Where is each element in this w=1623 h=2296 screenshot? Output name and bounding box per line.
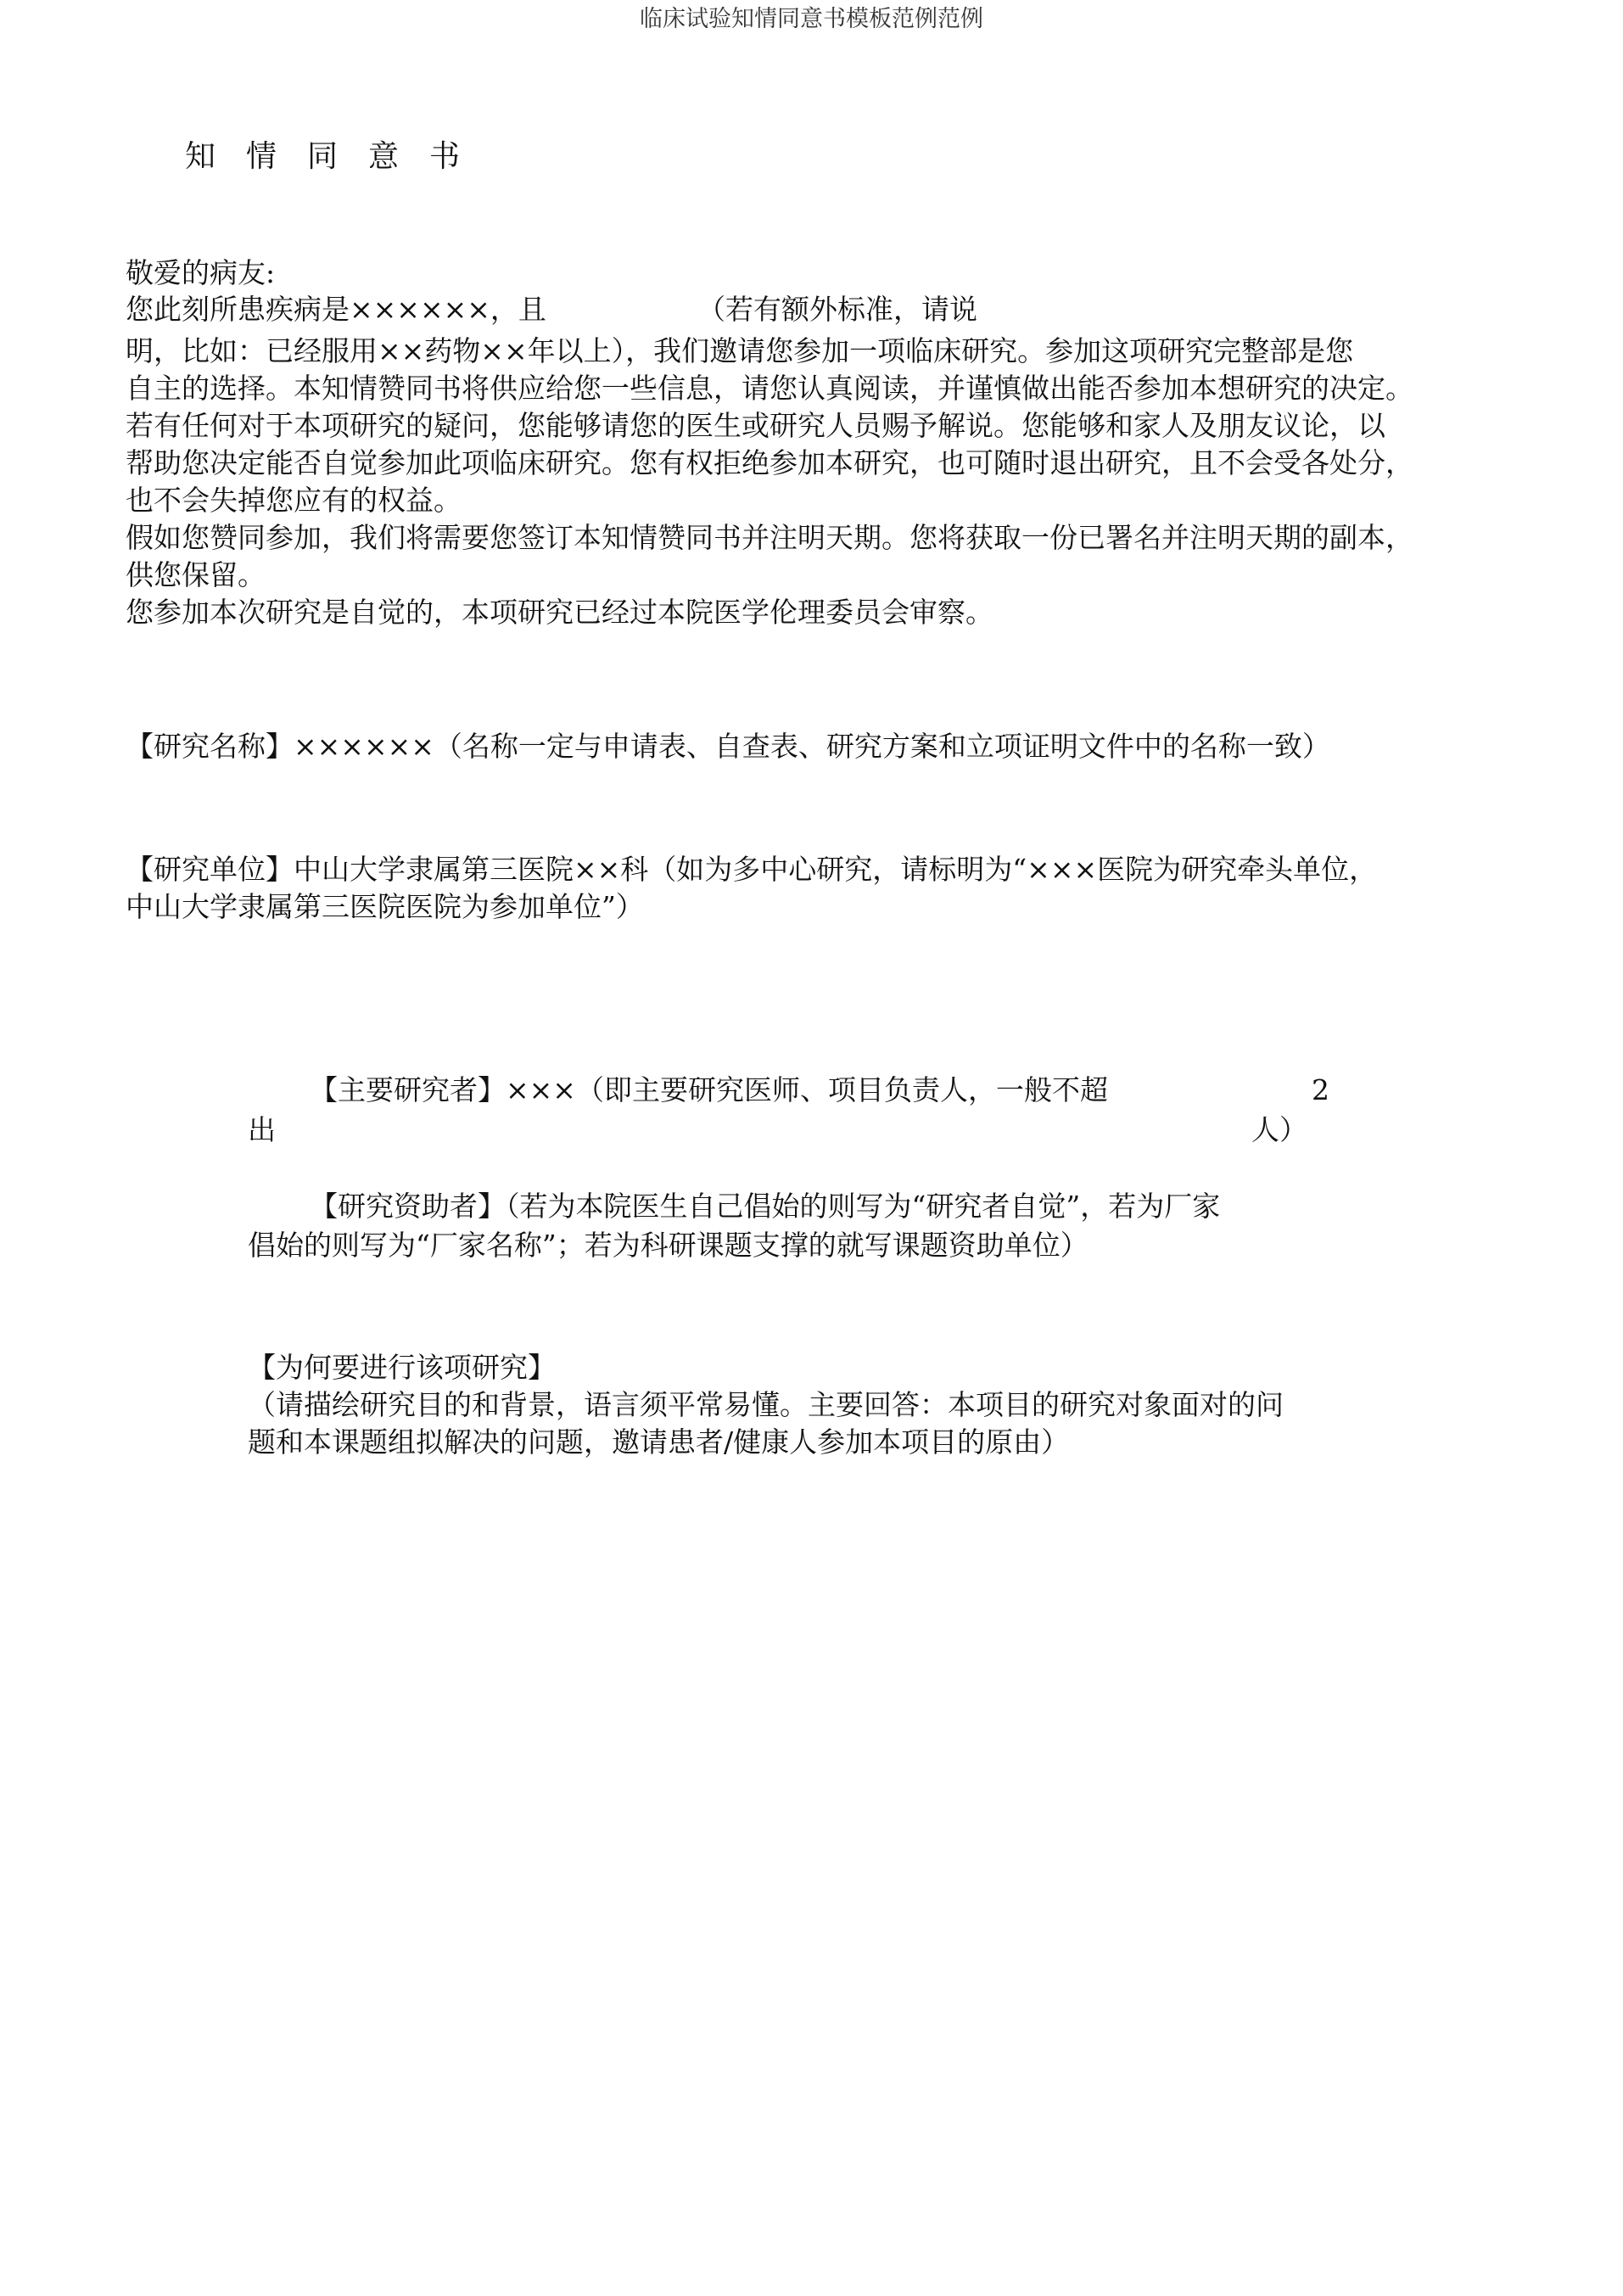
why-line-2: 题和本课题组拟解决的问题，邀请患者/健康人参加本项目的原由） [248, 1425, 1070, 1459]
page-header: 临床试验知情同意书模板范例范例 [640, 6, 983, 32]
intro-line-1b: （若有额外标准，请说 [697, 293, 977, 326]
pi-line-1: 【主要研究者】×××（即主要研究医师、项目负责人，一般不超 [310, 1073, 1108, 1106]
intro-line-5: 帮助您决定能否自觉参加此项临床研究。您有权拒绝参加本研究，也可随时退出研究，且不会受各处分， [126, 446, 1413, 479]
intro-line-2: 明，比如：已经服用××药物××年以上），我们邀请您参加一项临床研究。参加这项研究完整部是您 [126, 334, 1354, 367]
sponsor-line-1: 【研究资助者】（若为本院医生自己倡始的则写为“研究者自觉”，若为厂家 [310, 1190, 1221, 1223]
study-unit-line-1: 【研究单位】中山大学隶属第三医院××科（如为多中心研究，请标明为“×××医院为研究牵头单位， [126, 853, 1378, 886]
study-name: 【研究名称】××××××（名称一定与申请表、自查表、研究方案和立项证明文件中的名称一致） [126, 730, 1330, 763]
pi-count: 2 [1312, 1073, 1329, 1106]
why-line-1: （请描绘研究目的和背景，语言须平常易懂。主要回答：本项目的研究对象面对的问 [248, 1388, 1284, 1421]
study-unit-line-2: 中山大学隶属第三医院医院为参加单位”） [126, 890, 644, 923]
intro-line-7: 假如您赞同参加，我们将需要您签订本知情赞同书并注明天期。您将获取一份已署名并注明天期的副本， [126, 521, 1413, 554]
document-title: 知 情 同 意 书 [185, 139, 461, 174]
intro-line-8: 供您保留。 [126, 558, 266, 591]
why-heading: 【为何要进行该项研究】 [248, 1351, 556, 1384]
intro-line-4: 若有任何对于本项研究的疑问，您能够请您的医生或研究人员赐予解说。您能够和家人及朋友议论，以 [126, 409, 1385, 442]
intro-line-1a: 您此刻所患疾病是××××××，且 [126, 293, 546, 326]
salutation: 敬爱的病友: [126, 256, 276, 289]
intro-line-9: 您参加本次研究是自觉的，本项研究已经过本院医学伦理委员会审察。 [126, 596, 993, 629]
sponsor-line-2: 倡始的则写为“厂家名称”；若为科研课题支撑的就写课题资助单位） [248, 1229, 1089, 1262]
pi-line-2b: 人） [1251, 1113, 1307, 1146]
pi-line-2a: 出 [248, 1113, 276, 1146]
intro-line-6: 也不会失掉您应有的权益。 [126, 484, 462, 517]
intro-line-3: 自主的选择。本知情赞同书将供应给您一些信息，请您认真阅读，并谨慎做出能否参加本想研究的决定。 [126, 372, 1413, 405]
